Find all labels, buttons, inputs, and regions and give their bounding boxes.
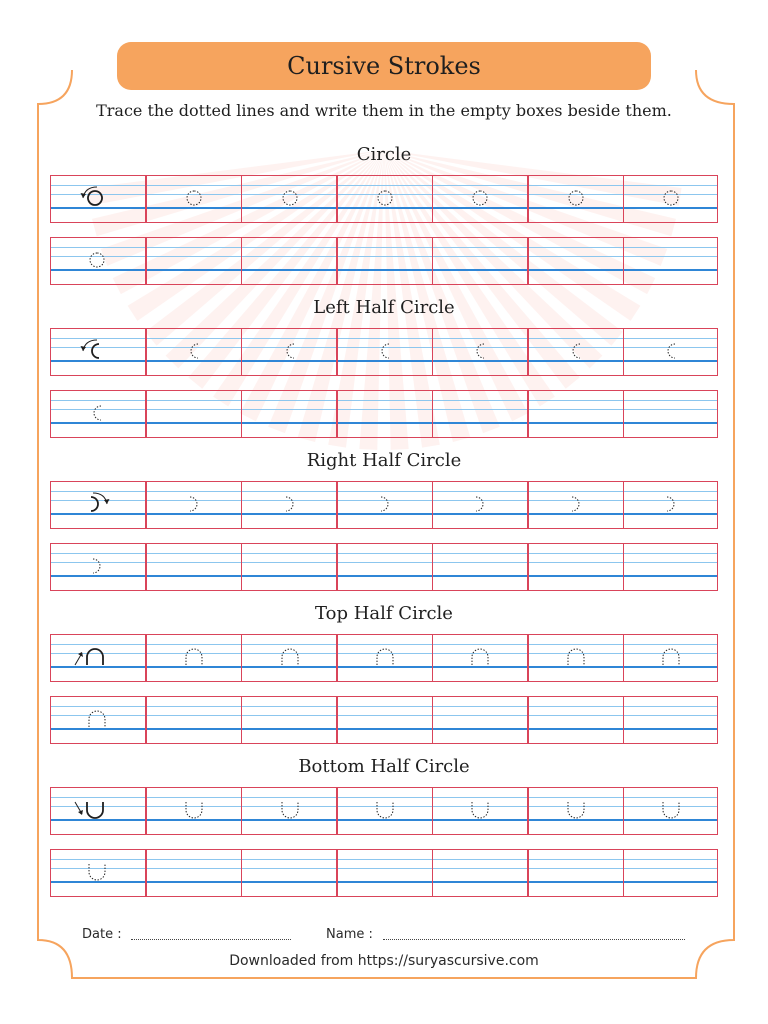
dotted-right-half-circle-trace [556, 484, 596, 524]
cell-divider [336, 391, 338, 437]
cell-divider [432, 788, 434, 834]
page-title: Cursive Strokes [287, 52, 481, 80]
dotted-bottom-half-circle-trace [174, 790, 214, 830]
left-half-circle-icon [75, 331, 115, 371]
cell-divider [336, 176, 338, 222]
dotted-circle-trace [651, 178, 691, 218]
cell-divider [241, 329, 243, 375]
dotted-circle-trace [270, 178, 310, 218]
baseline [51, 728, 717, 730]
cell-divider [623, 482, 625, 528]
guide-line [51, 247, 717, 248]
cell-divider [336, 544, 338, 590]
name-field[interactable] [383, 939, 685, 940]
cell-divider [145, 391, 147, 437]
dotted-right-half-circle-trace [460, 484, 500, 524]
instructions-text: Trace the dotted lines and write them in the empty boxes beside them. [96, 101, 672, 120]
guide-line [51, 868, 717, 869]
guide-line [51, 409, 717, 410]
dotted-right-half-circle-trace [174, 484, 214, 524]
guide-line [51, 859, 717, 860]
name-label: Name : [326, 927, 373, 942]
circle-icon [75, 178, 115, 218]
dotted-left-half-circle-trace [365, 331, 405, 371]
baseline [51, 422, 717, 424]
section-title: Right Half Circle [306, 450, 462, 471]
down-arrow-icon [75, 802, 83, 815]
cell-divider [241, 391, 243, 437]
cell-divider [145, 329, 147, 375]
cell-divider [623, 176, 625, 222]
cell-divider [336, 329, 338, 375]
cell-divider [432, 544, 434, 590]
practice-row[interactable] [50, 849, 718, 897]
cell-divider [145, 176, 147, 222]
cell-divider [432, 697, 434, 743]
cell-divider [336, 238, 338, 284]
cell-divider [623, 238, 625, 284]
dotted-bottom-half-circle-trace [270, 790, 310, 830]
dotted-top-half-circle-trace [174, 637, 214, 677]
cell-divider [336, 635, 338, 681]
guide-line [51, 715, 717, 716]
cell-divider [623, 788, 625, 834]
dotted-circle-trace [365, 178, 405, 218]
cell-divider [527, 850, 529, 896]
cell-divider [527, 697, 529, 743]
cell-divider [623, 391, 625, 437]
cell-divider [623, 329, 625, 375]
section-title: Top Half Circle [315, 603, 453, 624]
dotted-left-half-circle-trace [460, 331, 500, 371]
dotted-left-half-circle-trace [651, 331, 691, 371]
dotted-circle-trace [77, 240, 117, 280]
cell-divider [336, 697, 338, 743]
cell-divider [623, 635, 625, 681]
cell-divider [241, 697, 243, 743]
guide-line [51, 256, 717, 257]
cell-divider [432, 238, 434, 284]
dotted-top-half-circle-trace [651, 637, 691, 677]
section-title: Left Half Circle [313, 297, 455, 318]
cell-divider [432, 635, 434, 681]
cell-divider [527, 176, 529, 222]
dotted-right-half-circle-trace [365, 484, 405, 524]
dotted-circle-trace [460, 178, 500, 218]
cell-divider [241, 850, 243, 896]
cell-divider [527, 329, 529, 375]
bottom-half-circle-icon [75, 790, 115, 830]
cell-divider [623, 544, 625, 590]
guide-line [51, 706, 717, 707]
dotted-left-half-circle-trace [174, 331, 214, 371]
dotted-bottom-half-circle-trace [365, 790, 405, 830]
cell-divider [241, 544, 243, 590]
practice-row[interactable] [50, 237, 718, 285]
cell-divider [527, 788, 529, 834]
dotted-left-half-circle-trace [270, 331, 310, 371]
guide-line [51, 562, 717, 563]
cell-divider [145, 850, 147, 896]
cell-divider [432, 176, 434, 222]
cell-divider [432, 391, 434, 437]
dotted-top-half-circle-trace [270, 637, 310, 677]
date-label: Date : [82, 927, 122, 942]
dotted-right-half-circle-trace [77, 546, 117, 586]
top-half-circle-icon [75, 637, 115, 677]
baseline [51, 881, 717, 883]
dotted-right-half-circle-trace [270, 484, 310, 524]
cell-divider [527, 482, 529, 528]
cell-divider [336, 850, 338, 896]
trace-row[interactable] [50, 481, 718, 529]
section-title: Circle [356, 144, 412, 165]
cell-divider [527, 544, 529, 590]
trace-row[interactable] [50, 328, 718, 376]
cell-divider [527, 238, 529, 284]
right-half-circle-icon [75, 484, 115, 524]
practice-row[interactable] [50, 390, 718, 438]
cell-divider [145, 697, 147, 743]
dotted-left-half-circle-trace [77, 393, 117, 433]
cell-divider [241, 176, 243, 222]
practice-row[interactable] [50, 696, 718, 744]
baseline [51, 575, 717, 577]
cell-divider [145, 788, 147, 834]
cell-divider [145, 238, 147, 284]
dotted-top-half-circle-trace [460, 637, 500, 677]
trace-row[interactable] [50, 175, 718, 223]
cell-divider [623, 697, 625, 743]
dotted-top-half-circle-trace [77, 699, 117, 739]
cell-divider [145, 482, 147, 528]
dotted-circle-trace [174, 178, 214, 218]
cell-divider [623, 850, 625, 896]
baseline [51, 269, 717, 271]
cell-divider [336, 482, 338, 528]
dotted-right-half-circle-trace [651, 484, 691, 524]
trace-row[interactable] [50, 634, 718, 682]
title-banner [117, 42, 651, 90]
cell-divider [241, 238, 243, 284]
cell-divider [241, 635, 243, 681]
dotted-left-half-circle-trace [556, 331, 596, 371]
dotted-bottom-half-circle-trace [651, 790, 691, 830]
cell-divider [432, 329, 434, 375]
dotted-bottom-half-circle-trace [460, 790, 500, 830]
section-title: Bottom Half Circle [298, 756, 470, 777]
cell-divider [432, 850, 434, 896]
dotted-top-half-circle-trace [365, 637, 405, 677]
trace-row[interactable] [50, 787, 718, 835]
footer-fields [0, 927, 768, 947]
guide-line [51, 400, 717, 401]
cell-divider [145, 635, 147, 681]
dotted-bottom-half-circle-trace [77, 852, 117, 892]
cell-divider [241, 788, 243, 834]
download-source: Downloaded from https://suryascursive.com [229, 953, 539, 969]
dotted-bottom-half-circle-trace [556, 790, 596, 830]
dotted-top-half-circle-trace [556, 637, 596, 677]
practice-row[interactable] [50, 543, 718, 591]
cell-divider [527, 635, 529, 681]
dotted-circle-trace [556, 178, 596, 218]
guide-line [51, 553, 717, 554]
cell-divider [336, 788, 338, 834]
cell-divider [527, 391, 529, 437]
cell-divider [145, 544, 147, 590]
date-field[interactable] [131, 939, 291, 940]
cell-divider [432, 482, 434, 528]
cell-divider [241, 482, 243, 528]
up-arrow-icon [75, 652, 83, 665]
